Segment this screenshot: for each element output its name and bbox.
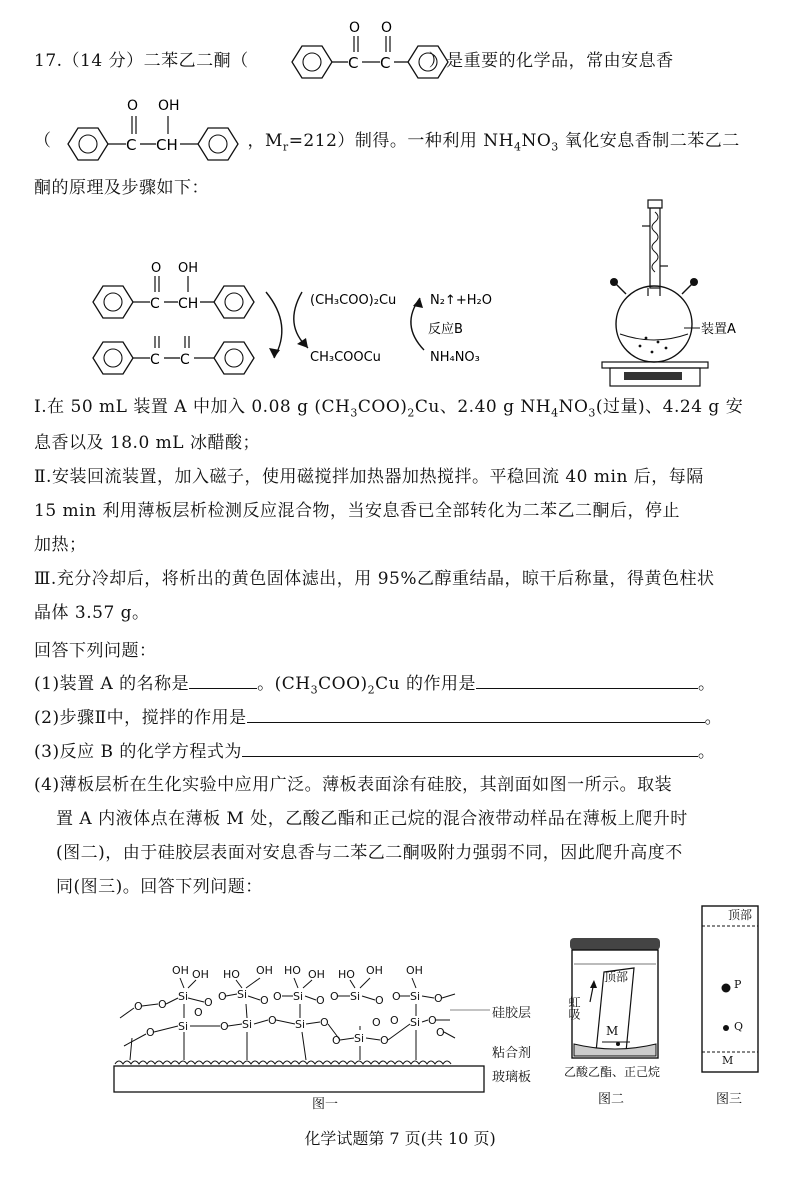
svg-text:O: O [218,990,227,1003]
q1-blank-apparatus-name[interactable] [189,672,257,689]
intro-text-1: 17.（14 分）二苯乙二酮（ [34,51,249,71]
q4-line1: (4)薄板层析在生化实验中应用广泛。薄板表面涂有硅胶，其剖面如图一所示。取装 [34,775,673,795]
fig2-top-label: 顶部 [604,970,629,984]
svg-text:O: O [436,1026,445,1039]
scheme-benzoin-o: O [151,261,162,276]
fig1-si-6: Si [178,1020,189,1033]
benzil-o1: O [349,20,361,36]
fig2-siphon-label: 虹吸 [567,996,581,1020]
svg-text:O: O [273,990,282,1003]
fig1-caption: 图一 [312,1097,339,1112]
svg-text:O: O [268,1014,277,1027]
reaction-scheme [88,240,528,390]
scheme-reagent-top: (CH₃COO)₂Cu [310,293,397,308]
svg-text:HO: HO [223,968,240,981]
step1-line1: Ⅰ.在 50 mL 装置 A 中加入 0.08 g $(CH_3COO)_2Cu$、2.40 g $NH_4NO_3$(过量)、4.24 g 安 [34,397,744,420]
scheme-benzoin-oh: OH [178,261,199,276]
intro-mr: ，M [247,131,283,151]
svg-text:O: O [204,996,213,1009]
svg-text:O: O [260,994,269,1007]
scheme-nh4no3: NH₄NO₃ [430,350,480,365]
svg-text:O: O [134,1000,143,1013]
fig1-si-4: Si [350,990,361,1003]
q1-blank-role[interactable] [476,672,698,689]
svg-text:O: O [316,994,325,1007]
intro-no: NO [521,131,552,151]
q2-blank-stirring[interactable] [247,706,705,723]
intro-text-2: ）是重要的化学品，常由安息香 [428,51,674,71]
svg-text:O: O [372,1016,381,1029]
svg-text:O: O [220,1020,229,1033]
fig2-caption: 图二 [598,1092,625,1107]
question-intro-line2: （ ，$M_r=212$）制得。一种利用 $NH_4NO_3$ 氧化安息香制二苯乙二 [34,131,740,154]
svg-text:O: O [380,1034,389,1047]
intro-mr-sub: r [282,140,289,154]
fig3-spot-p [722,984,731,993]
scheme-product-gas: N₂↑+H₂O [430,293,492,308]
fig1-label-silica: 硅胶层 [492,1006,532,1021]
fig1-si-5: Si [410,990,421,1003]
fig2-m-label: M [606,1024,619,1038]
benzil-o2: O [381,20,393,36]
q1-line: (1)装置 A 的名称是 。$(CH_3COO)_2Cu$ 的作用是 。 [34,674,716,697]
q4-line4: 同(图三)。回答下列问题： [56,877,263,897]
intro-end: 氧化安息香制二苯乙二 [558,131,740,151]
svg-text:O: O [390,1014,399,1027]
q3-blank-equation[interactable] [242,740,698,757]
reflux-apparatus [596,196,776,391]
step3-line2: 晶体 3.57 g。 [34,603,150,623]
svg-text:O: O [158,998,167,1011]
scheme-benzil [93,336,254,374]
page-footer: 化学试题第 7 页(共 10 页) [304,1129,496,1148]
step2-line1: Ⅱ.安装回流装置，加入磁子，使用磁搅拌加热器加热搅拌。平稳回流 40 min 后，每隔 [34,467,704,487]
svg-text:O: O [194,1006,203,1019]
fig1-si-7: Si [242,1018,253,1031]
svg-text:O: O [428,1014,437,1027]
scheme-benzoin [93,261,254,318]
fig2-solvent-label: 乙酸乙酯、正己烷 [564,1065,661,1079]
figure3-tlc-plate [694,904,764,1076]
benzoin-ch: CH [156,136,178,154]
step2-line3: 加热； [34,535,87,555]
svg-text:O: O [434,992,443,1005]
svg-text:O: O [392,990,401,1003]
svg-text:OH: OH [172,964,189,977]
svg-text:OH: OH [406,964,423,977]
benzil-structure [282,12,467,82]
apparatus-label: 装置A [701,322,736,337]
svg-text:OH: OH [366,964,383,977]
benzil-c1: C [348,54,359,72]
svg-text:O: O [375,994,384,1007]
question-intro-line3: 酮的原理及步骤如下： [34,178,209,198]
svg-text:O: O [330,990,339,1003]
scheme-benzoin-c: C [150,296,160,312]
fig1-label-binder: 粘合剂 [492,1046,532,1061]
svg-text:OH: OH [192,968,209,981]
fig3-caption: 图三 [716,1092,743,1107]
q2-line: (2)步骤Ⅱ中，搅拌的作用是 。 [34,708,723,728]
q4-line2: 置 A 内液体点在薄板 M 处，乙酸乙酯和正己烷的混合液带动样品在薄板上爬升时 [56,809,688,829]
fig1-si-1: Si [178,990,189,1003]
benzoin-oh: OH [158,98,180,114]
fig1-si-8: Si [295,1018,306,1031]
q4-line3: (图二)，由于硅胶层表面对安息香与二苯乙二酮吸附力强弱不同，因此爬升高度不 [56,843,683,863]
q3-line: (3)反应 B 的化学方程式为 。 [34,742,716,762]
svg-text:O: O [146,1026,155,1039]
benzoin-structure [48,88,253,163]
fig1-si-9: Si [410,1016,421,1029]
step2-line2: 15 min 利用薄板层析检测反应混合物，当安息香已全部转化为二苯乙二酮后，停止 [34,501,680,521]
fig1-si-2: Si [237,988,248,1001]
svg-text:O: O [332,1034,341,1047]
scheme-reaction-b: 反应B [428,322,463,337]
scheme-benzil-c1: C [150,352,160,368]
benzoin-c: C [126,136,137,154]
benzoin-o: O [127,98,139,114]
fig3-spot-q [723,1025,729,1031]
fig3-p-label: P [734,978,742,991]
intro-paren-open: （ [34,131,52,151]
fig3-q-label: Q [734,1020,744,1033]
svg-text:OH: OH [308,968,325,981]
answer-prompt: 回答下列问题： [34,641,157,661]
svg-text:O: O [320,1016,329,1029]
fig1-si-10: Si [354,1032,365,1045]
step1-line2: 息香以及 18.0 mL 冰醋酸； [34,433,260,453]
fig1-label-glass: 玻璃板 [492,1070,532,1085]
svg-text:OH: OH [256,964,273,977]
fig1-si-3: Si [293,990,304,1003]
benzil-c2: C [380,54,391,72]
scheme-benzil-c2: C [180,352,190,368]
svg-text:HO: HO [338,968,355,981]
fig3-top-label: 顶部 [728,908,753,922]
scheme-benzoin-ch: CH [178,296,199,312]
intro-mr-value: =212）制得。一种利用 NH [288,131,514,151]
step3-line1: Ⅲ.充分冷却后，将析出的黄色固体滤出，用 95%乙醇重结晶，晾干后称量，得黄色柱状 [34,569,715,589]
scheme-reagent-bottom: CH₃COOCu [310,350,381,365]
svg-text:HO: HO [284,964,301,977]
fig3-m-label: M [722,1054,734,1067]
